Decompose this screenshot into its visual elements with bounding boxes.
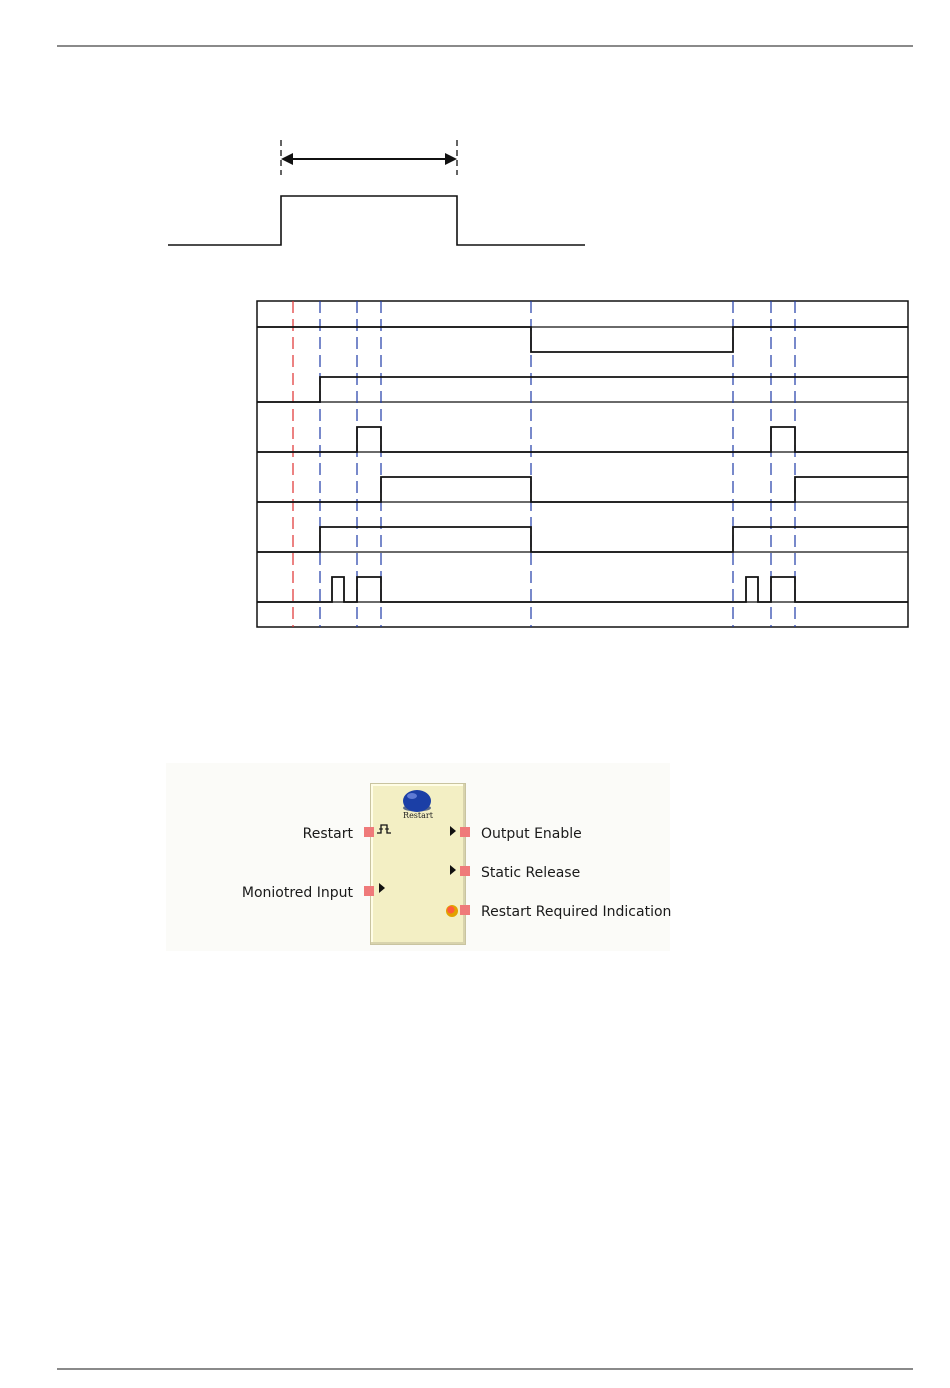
input-label-restart: Restart [302, 826, 353, 842]
input-pin-monitored[interactable] [364, 886, 374, 896]
arrow-right-icon [379, 883, 385, 893]
bottom-rule [57, 1368, 913, 1370]
output-label-enable: Output Enable [481, 826, 582, 842]
indicator-light-icon [446, 905, 458, 917]
restart-button-icon [402, 788, 432, 812]
timing-frame [257, 301, 908, 627]
timing-waveforms [257, 327, 908, 602]
output-pin-restart-required[interactable] [460, 905, 470, 915]
waveform-row-6 [257, 577, 908, 602]
waveform-row-1 [257, 327, 908, 352]
timing-grid [257, 301, 908, 627]
output-pin-static-release[interactable] [460, 866, 470, 876]
waveform-row-3 [257, 427, 908, 452]
waveform-row-5 [257, 527, 908, 552]
function-block-title: Restart [403, 811, 433, 820]
waveform-row-2 [257, 377, 908, 402]
arrow-right-icon [450, 826, 456, 836]
output-label-restart-required: Restart Required Indication [481, 904, 672, 920]
arrow-right-icon [450, 865, 456, 875]
input-label-monitored: Moniotred Input [241, 885, 353, 901]
input-pin-restart[interactable] [364, 827, 374, 837]
timing-markers [293, 301, 795, 627]
step-icon [376, 822, 396, 836]
output-label-static-release: Static Release [481, 865, 581, 881]
waveform-row-4 [257, 477, 908, 502]
output-pin-enable[interactable] [460, 827, 470, 837]
